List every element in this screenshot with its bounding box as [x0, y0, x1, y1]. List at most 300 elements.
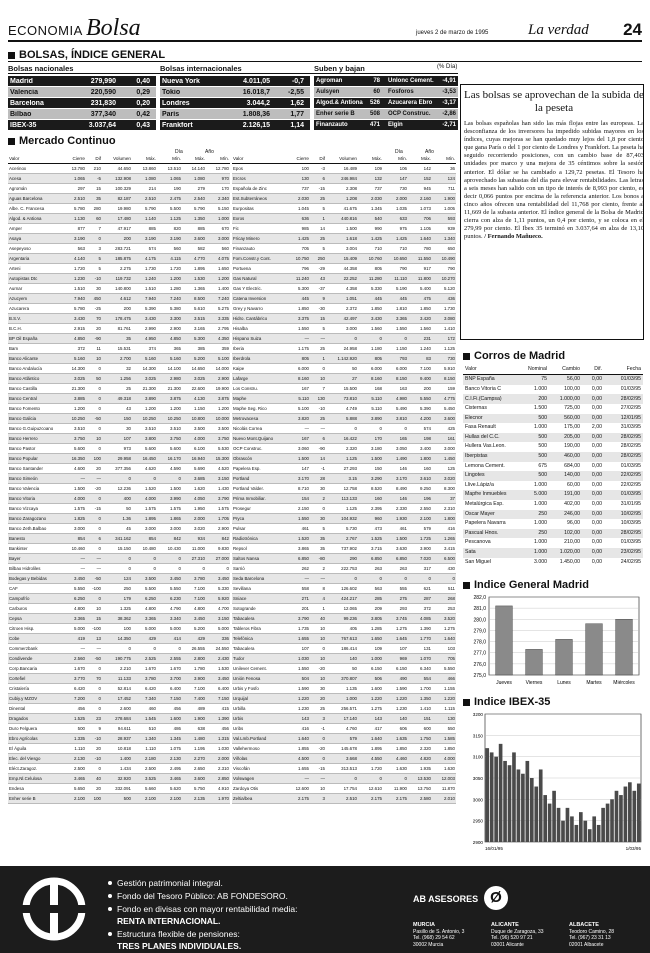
- table-cell: 172: [432, 334, 456, 344]
- table-cell: Azucarera: [8, 304, 64, 314]
- table-cell: 2.495: [157, 764, 182, 774]
- table-cell: 793: [383, 354, 408, 364]
- table-cell: 1.365: [182, 284, 206, 294]
- table-cell: Fom.Constr.y Cont.: [232, 254, 288, 264]
- table-row: [232, 644, 456, 654]
- table-cell: 150: [102, 414, 132, 424]
- index-row-national: [8, 98, 156, 108]
- table-cell: Portland Valder.: [232, 484, 288, 494]
- table-cell: 25: [310, 704, 326, 714]
- table-cell: 730: [383, 184, 408, 194]
- table-cell: 6.000: [288, 364, 310, 374]
- table-row: [232, 264, 456, 274]
- table-cell: 473: [358, 524, 383, 534]
- table-cell: 805: [358, 354, 383, 364]
- table-cell: 3.000: [432, 444, 456, 454]
- gainer-pct: 526: [369, 100, 380, 106]
- table-row: [8, 464, 230, 474]
- office-card: [413, 922, 503, 948]
- table-cell: 15.409: [326, 254, 358, 264]
- table-row: [232, 254, 456, 264]
- table-cell: 1.275: [432, 624, 456, 634]
- table-cell: Maphe: [232, 394, 288, 404]
- table-cell: B.S.V.: [8, 314, 64, 324]
- table-cell: 1.525: [358, 534, 383, 544]
- suben-bajan-label: Suben y bajan: [314, 64, 365, 73]
- table-cell: 1.200: [206, 274, 230, 284]
- table-cell: 107: [102, 434, 132, 444]
- table-cell: 2.175: [358, 794, 383, 804]
- column-header: Valor: [8, 154, 64, 164]
- table-cell: 939: [432, 224, 456, 234]
- table-cell: 3.780: [132, 674, 157, 684]
- table-cell: 0: [86, 444, 102, 454]
- table-cell: 341.162: [102, 534, 132, 544]
- table-cell: 1.600: [157, 714, 182, 724]
- table-cell: 1.640: [432, 634, 456, 644]
- index-row-international: [160, 76, 310, 86]
- table-cell: 11.280: [358, 274, 383, 284]
- table-cell: 27.293: [326, 464, 358, 474]
- table-cell: 5: [310, 524, 326, 534]
- index-name: Tokio: [162, 88, 181, 96]
- table-cell: 170: [358, 434, 383, 444]
- issue-date: jueves 2 de marzo de 1995: [416, 30, 489, 36]
- table-cell: 0,00: [591, 558, 602, 565]
- table-cell: 2.160: [408, 194, 432, 204]
- table-cell: 14.650: [182, 364, 206, 374]
- table-cell: 1.618: [326, 234, 358, 244]
- table-row: [232, 574, 456, 584]
- bar: [496, 606, 513, 675]
- table-cell: Maphe Seg. Rico: [232, 404, 288, 414]
- table-cell: 142: [408, 164, 432, 174]
- table-row: [463, 404, 643, 414]
- table-cell: 1.510: [64, 284, 86, 294]
- table-cell: Oscar Mayer: [463, 510, 521, 520]
- table-cell: Cristalería: [8, 684, 64, 694]
- table-cell: Banco Valencia: [8, 484, 64, 494]
- table-row: [232, 384, 456, 394]
- table-cell: Banco Vitoria C: [465, 385, 501, 392]
- table-cell: 1.065: [157, 174, 182, 184]
- table-cell: 3.365: [383, 314, 408, 324]
- table-cell: 200: [408, 384, 432, 394]
- table-cell: 24.958: [326, 344, 358, 354]
- table-cell: 2.320: [408, 744, 432, 754]
- table-row: [463, 433, 643, 443]
- table-cell: Hisalba: [232, 324, 288, 334]
- table-cell: 2.175: [288, 794, 310, 804]
- table-cell: 975: [383, 224, 408, 234]
- table-row: [463, 385, 643, 395]
- table-cell: Cortefiel: [8, 674, 64, 684]
- column-header: Valor: [463, 365, 521, 375]
- table-cell: 104.932: [326, 514, 358, 524]
- column-header: Dif: [86, 154, 102, 164]
- table-cell: 3.610: [408, 474, 432, 484]
- table-row: [232, 534, 456, 544]
- table-cell: 3.668: [326, 754, 358, 764]
- table-cell: 3.520: [432, 614, 456, 624]
- table-cell: 5.390: [408, 404, 432, 414]
- area-bar: [632, 791, 636, 842]
- bullet-icon: [108, 894, 112, 898]
- table-cell: 1.140: [132, 214, 157, 224]
- index-row-international: [160, 87, 310, 97]
- table-cell: 7.200: [64, 694, 86, 704]
- mercado-table-right: [232, 154, 456, 804]
- table-cell: 40: [310, 614, 326, 624]
- table-cell: Banco Galicia: [8, 414, 64, 424]
- office-line: Tel. (96) 520 97 21: [491, 935, 533, 941]
- table-cell: 1.125: [157, 214, 182, 224]
- table-cell: 1.390: [206, 714, 230, 724]
- table-cell: 560: [157, 244, 182, 254]
- table-cell: Nicolás Correa: [232, 424, 288, 434]
- column-header: Máx.: [132, 154, 157, 164]
- table-cell: 3.745: [383, 614, 408, 624]
- table-cell: 1.545: [132, 714, 157, 724]
- table-cell: 1.935: [408, 764, 432, 774]
- table-cell: 14.300: [64, 364, 86, 374]
- table-cell: 5.610: [182, 304, 206, 314]
- table-cell: 1.655: [288, 634, 310, 644]
- table-cell: 201: [288, 604, 310, 614]
- table-cell: 2.275: [102, 264, 132, 274]
- table-cell: -15: [310, 764, 326, 774]
- table-cell: 27/02/95: [620, 405, 641, 412]
- index-name: París: [162, 110, 180, 118]
- table-cell: 3.000: [326, 324, 358, 334]
- table-cell: 960: [358, 514, 383, 524]
- table-cell: 0,00: [582, 375, 604, 385]
- table-row: [232, 454, 456, 464]
- table-cell: Citroen Hisp.: [8, 624, 64, 634]
- table-cell: 990: [358, 224, 383, 234]
- table-cell: 5: [86, 264, 102, 274]
- table-cell: 2.800: [182, 654, 206, 664]
- table-cell: Pulsar: [232, 524, 288, 534]
- table-cell: 1.335: [64, 734, 86, 744]
- table-cell: 132: [358, 174, 383, 184]
- area-bar: [597, 825, 601, 842]
- table-row: [8, 354, 230, 364]
- table-row: [8, 304, 230, 314]
- table-cell: 40: [86, 774, 102, 784]
- x-end-label: 1/03/95: [625, 846, 641, 851]
- table-cell: Elecnor: [463, 414, 521, 424]
- table-cell: Banco Vizcaya: [8, 504, 64, 514]
- table-cell: 16.170: [157, 454, 182, 464]
- table-cell: 3.865: [288, 544, 310, 554]
- table-cell: 6: [310, 174, 326, 184]
- table-cell: 2.030: [358, 194, 383, 204]
- x-tick-label: Lunes: [557, 680, 571, 686]
- table-cell: 2.990: [132, 324, 157, 334]
- table-cell: 3.510: [64, 424, 86, 434]
- table-cell: 1.650: [206, 264, 230, 274]
- table-cell: 5.000: [157, 624, 182, 634]
- table-cell: 1.850: [383, 744, 408, 754]
- table-cell: Pryca: [232, 514, 288, 524]
- table-cell: Papelera Navarra: [465, 520, 506, 527]
- table-cell: 186.414: [326, 644, 358, 654]
- table-cell: 554: [408, 674, 432, 684]
- table-row: [8, 724, 230, 734]
- gainer-name: Algod.& Antiona: [316, 100, 363, 106]
- table-cell: 4.800: [64, 604, 86, 614]
- table-cell: 29.958: [102, 454, 132, 464]
- table-cell: 0: [86, 394, 102, 404]
- table-cell: 11.900: [383, 784, 408, 794]
- table-cell: 5.200: [182, 354, 206, 364]
- table-row: [8, 204, 230, 214]
- table-row: [8, 784, 230, 794]
- table-cell: 0: [86, 234, 102, 244]
- table-cell: 5.000: [206, 624, 230, 634]
- table-cell: 1.220: [288, 694, 310, 704]
- table-cell: 1.670: [157, 664, 182, 674]
- table-cell: 593: [432, 214, 456, 224]
- table-cell: 1.350: [408, 694, 432, 704]
- masthead: [8, 15, 642, 42]
- table-cell: 790: [432, 264, 456, 274]
- table-cell: Ercros: [232, 174, 288, 184]
- table-cell: 7.150: [206, 694, 230, 704]
- table-cell: 1.240: [132, 274, 157, 284]
- table-cell: Epos: [232, 164, 288, 174]
- table-cell: 2.767: [326, 534, 358, 544]
- table-cell: 1.315: [206, 734, 230, 744]
- area-bar: [521, 774, 525, 842]
- table-cell: Banco Zaragozano: [8, 514, 64, 524]
- table-cell: 2.320: [326, 444, 358, 454]
- loser-pct: -2,86: [442, 111, 456, 117]
- table-cell: 15.500: [326, 384, 358, 394]
- table-cell: 1.630: [383, 764, 408, 774]
- table-cell: 10: [86, 604, 102, 614]
- table-row: [463, 442, 643, 452]
- table-cell: 10.250: [157, 414, 182, 424]
- corros-section-title: Corros de Madrid: [463, 350, 565, 362]
- table-cell: 6.850: [383, 554, 408, 564]
- indice-general-title: Indice General Madrid: [463, 579, 589, 591]
- table-cell: 256.571: [326, 704, 358, 714]
- table-cell: 582: [182, 244, 206, 254]
- table-cell: Viscofán: [232, 764, 288, 774]
- table-cell: -90: [310, 444, 326, 454]
- office-line: 30002 Murcia: [413, 941, 444, 948]
- table-cell: Ebro Agrícolas: [8, 734, 64, 744]
- table-cell: 3.770: [64, 674, 86, 684]
- table-cell: 1.130: [64, 214, 86, 224]
- table-cell: 10.818: [102, 744, 132, 754]
- area-bar: [637, 784, 641, 842]
- y-tick-label: 276,0: [473, 661, 486, 668]
- table-cell: 0: [408, 574, 432, 584]
- table-cell: 143: [358, 714, 383, 724]
- table-cell: 1.425: [288, 234, 310, 244]
- loser-name: Elgin: [388, 122, 403, 128]
- table-cell: 1.550: [288, 514, 310, 524]
- table-cell: 2.030: [288, 194, 310, 204]
- table-cell: —: [310, 334, 326, 344]
- table-cell: 490: [383, 674, 408, 684]
- advertisement-footer: [0, 866, 650, 953]
- table-cell: 10.760: [358, 254, 383, 264]
- table-cell: 5.450: [432, 404, 456, 414]
- table-cell: 638: [182, 724, 206, 734]
- table-cell: 365: [157, 344, 182, 354]
- table-cell: 5.120: [432, 284, 456, 294]
- table-cell: 30: [86, 284, 102, 294]
- table-row: [232, 404, 456, 414]
- column-header: Volumen: [102, 154, 132, 164]
- y-tick-label: 282,0: [473, 595, 486, 601]
- table-row: [232, 434, 456, 444]
- table-cell: 11.550: [408, 254, 432, 264]
- table-cell: 606: [383, 724, 408, 734]
- table-cell: 1.000: [534, 481, 547, 488]
- table-cell: 3.900: [408, 544, 432, 554]
- loser-pct: -2,71: [442, 122, 456, 128]
- table-cell: Lemona Cement.: [465, 462, 505, 469]
- table-cell: Iberpistas: [463, 452, 521, 462]
- table-cell: 372: [408, 604, 432, 614]
- table-cell: 6: [86, 534, 102, 544]
- table-cell: 1.200: [157, 274, 182, 284]
- table-cell: 1.325: [102, 604, 132, 614]
- table-row: [8, 744, 230, 754]
- table-cell: 109: [358, 644, 383, 654]
- table-cell: 3.885: [64, 394, 86, 404]
- table-cell: 1.575: [157, 504, 182, 514]
- table-cell: 01/03/95: [604, 375, 643, 385]
- table-cell: Pescanova: [465, 539, 491, 546]
- table-cell: 2.980: [157, 374, 182, 384]
- table-cell: 0: [157, 554, 182, 564]
- table-row: [8, 574, 230, 584]
- table-cell: 1: [310, 214, 326, 224]
- table-cell: 3.600: [182, 234, 206, 244]
- index-name: IBEX-35: [10, 121, 37, 129]
- table-cell: 2.700: [102, 354, 132, 364]
- table-cell: 205,00: [549, 433, 582, 443]
- table-cell: 1.175: [288, 344, 310, 354]
- table-cell: 0: [310, 364, 326, 374]
- table-cell: 1.275: [358, 704, 383, 714]
- table-row: [8, 474, 230, 484]
- table-cell: Bam: [8, 344, 64, 354]
- table-cell: 4.980: [383, 394, 408, 404]
- table-cell: 30: [310, 684, 326, 694]
- table-row: [8, 244, 230, 254]
- table-cell: 279: [182, 184, 206, 194]
- y-tick-label: 275,0: [473, 673, 486, 679]
- table-cell: 1.640: [358, 734, 383, 744]
- index-change: 1,62: [290, 99, 304, 107]
- table-row: [232, 354, 456, 364]
- group-ano-right: Año: [425, 149, 434, 155]
- table-cell: 7.240: [157, 294, 182, 304]
- area-bar: [561, 821, 565, 842]
- table-cell: Eléct.Zaragoz.: [8, 764, 64, 774]
- area-bar: [530, 778, 534, 842]
- table-cell: 780: [408, 244, 432, 254]
- table-cell: 500: [521, 471, 549, 481]
- table-row: [8, 284, 230, 294]
- table-cell: 14.100: [157, 364, 182, 374]
- table-cell: 5.500: [132, 584, 157, 594]
- table-cell: 70: [86, 674, 102, 684]
- bullet-square-icon: [8, 52, 15, 59]
- table-cell: 14: [310, 224, 326, 234]
- table-cell: Mapfre Inmuebles: [463, 490, 521, 500]
- table-cell: 1.930: [383, 514, 408, 524]
- table-cell: 2.525: [132, 654, 157, 664]
- table-cell: 3.400: [408, 444, 432, 454]
- table-cell: 5.380: [157, 304, 182, 314]
- table-cell: 1.425: [383, 234, 408, 244]
- table-cell: Bankinter: [8, 544, 64, 554]
- table-cell: 8: [310, 584, 326, 594]
- table-cell: 5.780: [64, 204, 86, 214]
- table-cell: 4.770: [182, 254, 206, 264]
- table-cell: 725,00: [564, 405, 580, 412]
- table-cell: 706: [408, 214, 432, 224]
- table-cell: 293: [383, 604, 408, 614]
- table-row: [232, 754, 456, 764]
- table-cell: 3.465: [64, 774, 86, 784]
- mover-row: [314, 120, 458, 130]
- table-cell: —: [64, 644, 86, 654]
- table-cell: 3.025: [132, 374, 157, 384]
- table-cell: 50: [326, 664, 358, 674]
- table-cell: Condivende: [8, 654, 64, 664]
- table-cell: 7: [310, 384, 326, 394]
- table-row: [8, 374, 230, 384]
- table-cell: 15.150: [102, 544, 132, 554]
- table-cell: Portland: [232, 474, 288, 484]
- bullet-icon: [108, 932, 112, 936]
- table-cell: 456: [64, 704, 86, 714]
- table-cell: 3.500: [206, 424, 230, 434]
- table-cell: 0: [86, 764, 102, 774]
- table-cell: 1.155: [432, 684, 456, 694]
- table-cell: Duro Felguera: [8, 724, 64, 734]
- table-cell: 13.510: [157, 164, 182, 174]
- table-cell: 1.285: [358, 624, 383, 634]
- table-cell: 0: [86, 544, 102, 554]
- table-cell: 16.940: [182, 454, 206, 464]
- table-cell: 4.500: [288, 754, 310, 764]
- table-cell: 374: [132, 344, 157, 354]
- table-cell: 3.790: [288, 614, 310, 624]
- index-name: Madrid: [10, 77, 33, 85]
- index-name: Frankfort: [162, 121, 193, 129]
- table-cell: 5.620: [157, 784, 182, 794]
- table-row: [8, 694, 230, 704]
- table-cell: 30: [102, 424, 132, 434]
- table-row: [232, 304, 456, 314]
- table-cell: CAF: [8, 584, 64, 594]
- table-cell: 600: [408, 724, 432, 734]
- table-cell: 4.800: [182, 604, 206, 614]
- table-cell: 82.187: [102, 194, 132, 204]
- table-cell: 3.375: [288, 314, 310, 324]
- table-cell: Enher serie B: [8, 794, 64, 804]
